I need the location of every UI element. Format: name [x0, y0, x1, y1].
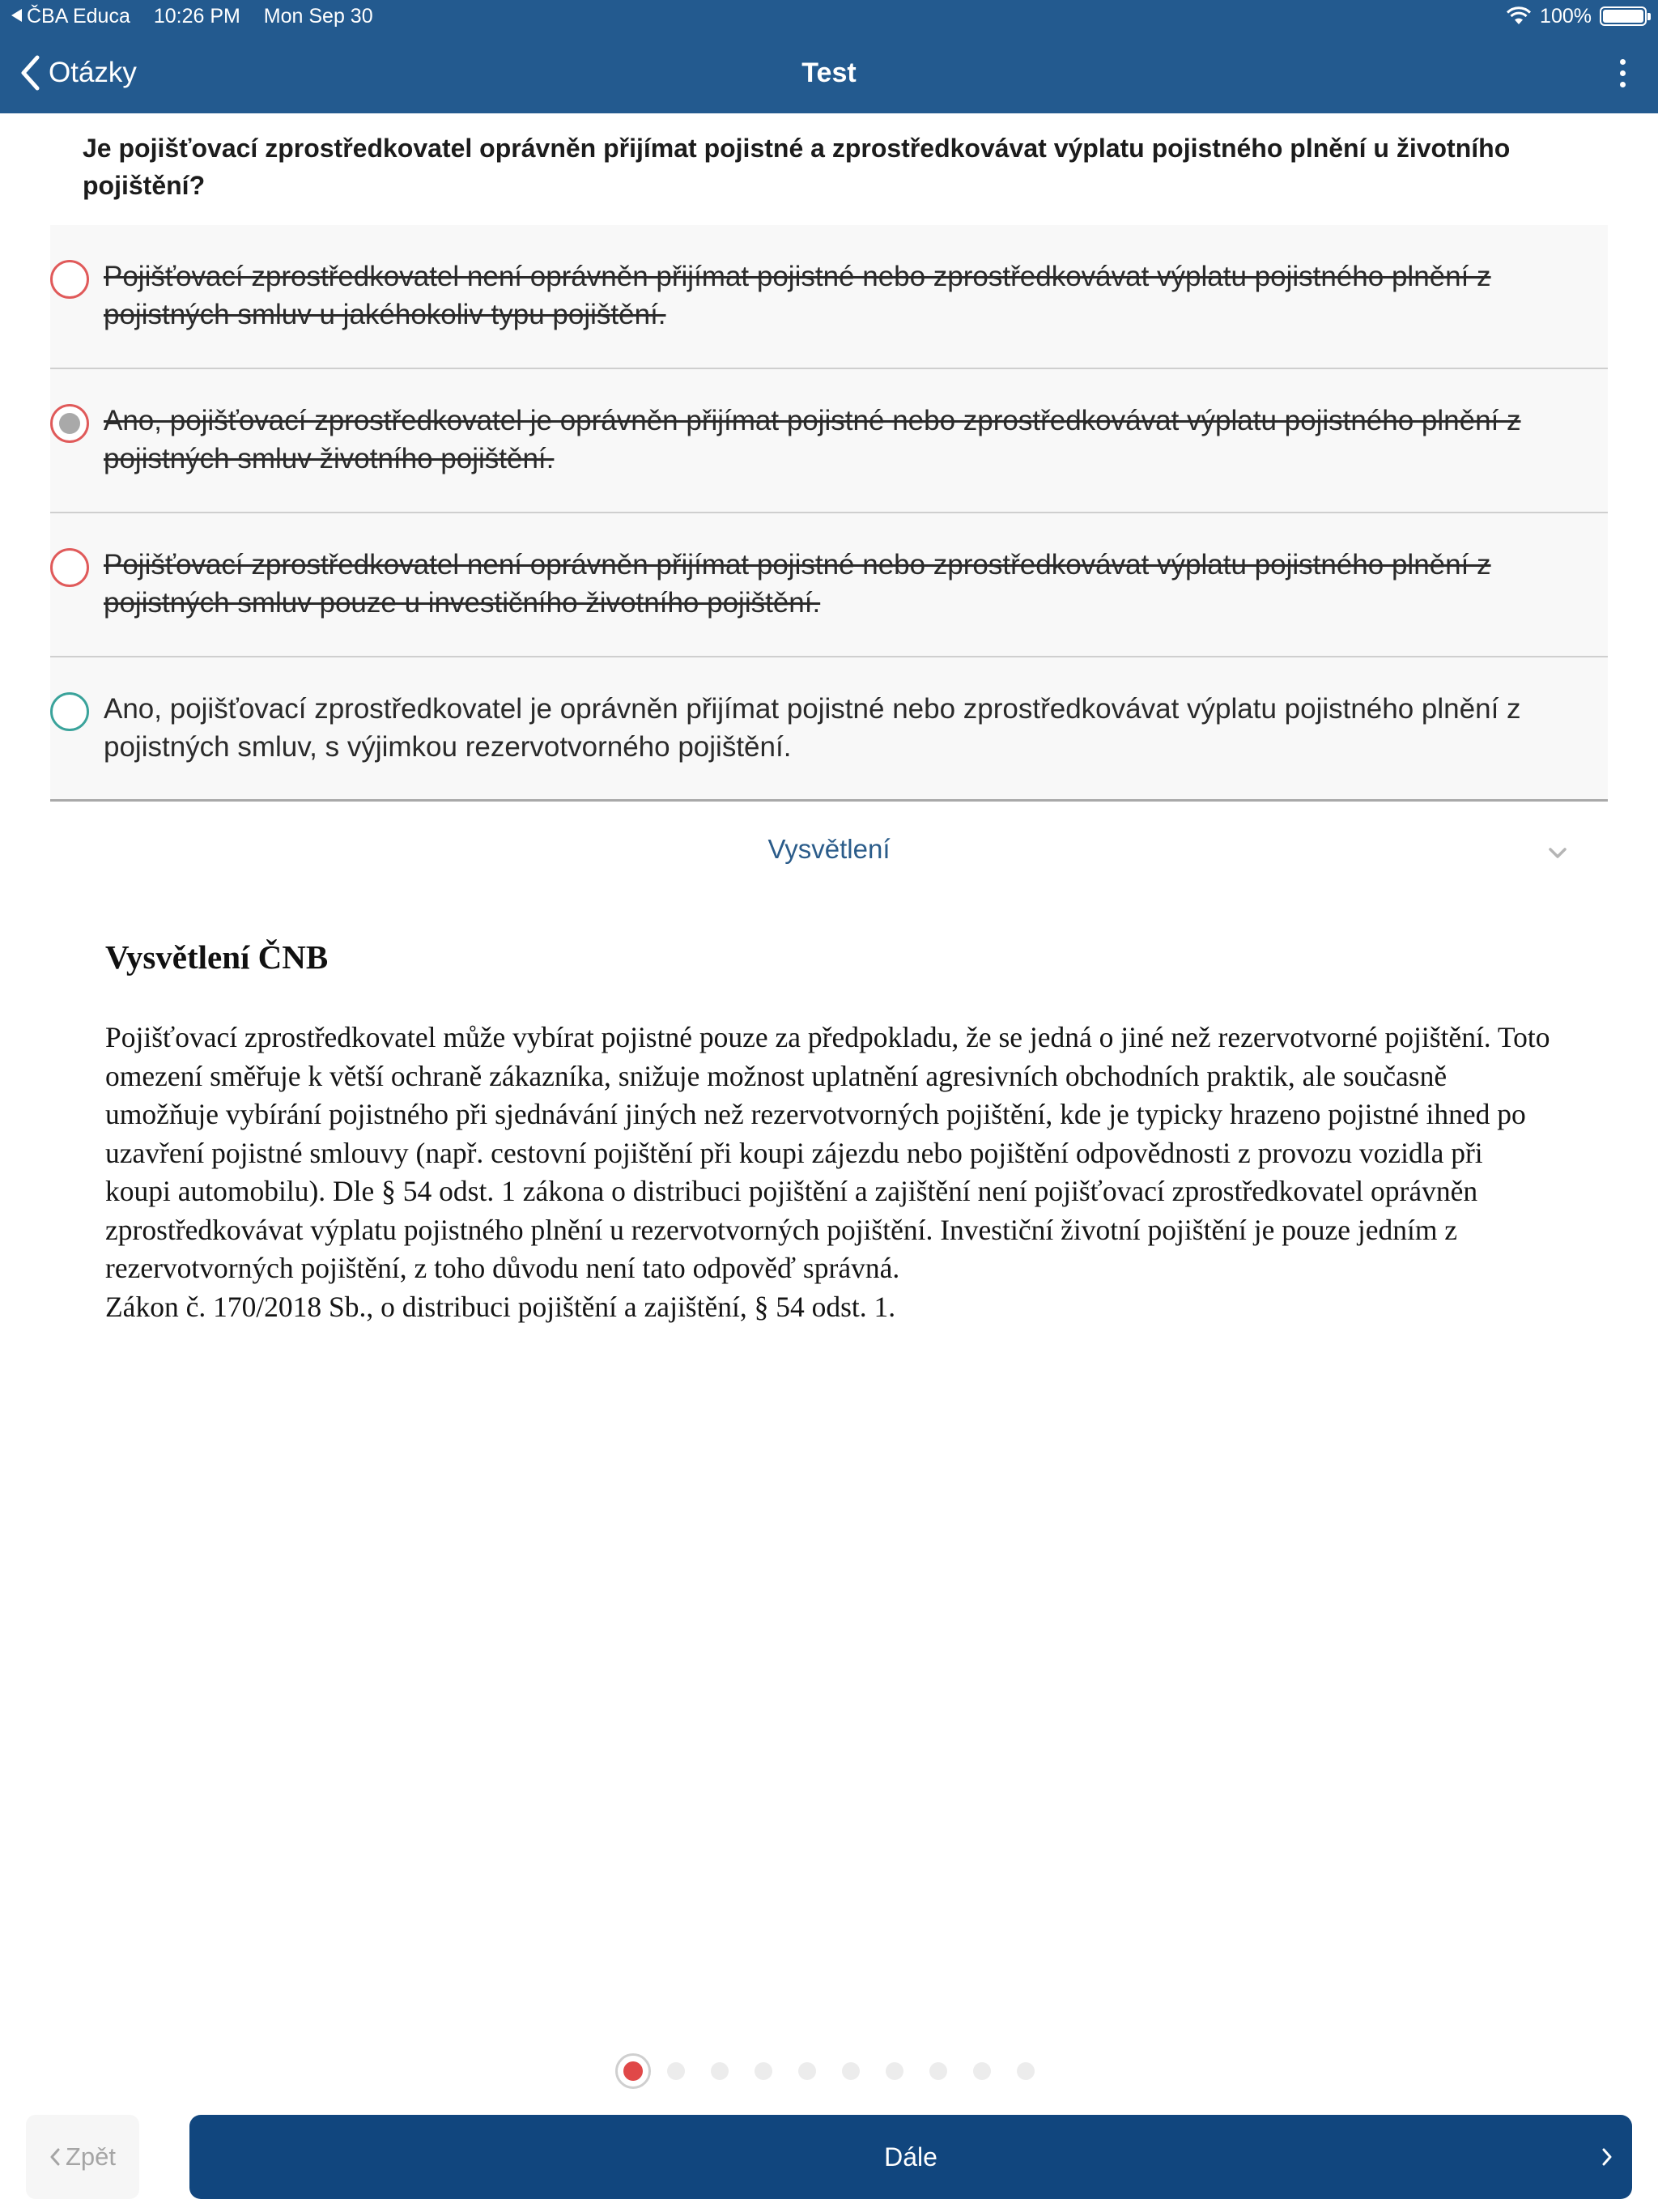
answer-text: Pojišťovací zprostředkovatel není oprávněn přijímat pojistné nebo zprostředkovávat výplatu pojistného plnění z pojistných smluv pouze u investičního životního pojištění.: [104, 549, 1491, 619]
back-button-label: Zpět: [65, 2142, 117, 2171]
pager-dot[interactable]: [1017, 2062, 1035, 2080]
status-time: 10:26 PM: [153, 5, 240, 28]
pager-dot[interactable]: [798, 2062, 816, 2080]
explanation-toggle-label: Vysvětlení: [767, 834, 891, 864]
radio-selected-icon: [50, 404, 89, 443]
pager-dot[interactable]: [667, 2062, 685, 2080]
chevron-left-icon: [49, 2147, 61, 2167]
pager-dot[interactable]: [755, 2062, 772, 2080]
answer-text: Ano, pojišťovací zprostředkovatel je oprávněn přijímat pojistné nebo zprostředkovávat výplatu pojistného plnění z pojistných smluv životního pojištění.: [104, 405, 1521, 474]
page-title: Test: [801, 57, 857, 88]
explanation-title: Vysvětlení ČNB: [105, 938, 329, 976]
pager-dot[interactable]: [929, 2062, 947, 2080]
back-to-app-link[interactable]: [11, 5, 130, 28]
answer-option-4[interactable]: [50, 657, 1608, 802]
status-bar: [0, 0, 1658, 32]
explanation-toggle[interactable]: [50, 826, 1608, 886]
explanation-paragraph: Pojišťovací zprostředkovatel může vybírat pojistné pouze za předpokladu, že se jedná o jiné než rezervotvorné pojištění. Toto omezení směřuje k větší ochraně zákazníka, snižuje možnost uplatnění agresivních obchodních praktik, ale současně umožňuje vybírání pojistného při sjednávání jiných než rezervotvorných pojištění, kde je typicky hrazeno pojistné ihned po uzavření pojistné smlouvy (např. cestovní pojištění při koupi zájezdu nebo pojištění odpovědnosti z provozu vozidla při koupi automobilu). Dle § 54 odst. 1 zákona o distribuci pojištění a zajištění není pojišťovací zprostředkovatel oprávněn zprostředkovávat výplatu pojistného plnění u rezervotvorných pojištění. Investiční životní pojištění je pouze jedním z rezervotvorných pojištění, z toho důvodu není tato odpověď správná.: [105, 1021, 1550, 1284]
next-button-label: Dále: [884, 2142, 937, 2172]
pager-dot[interactable]: [842, 2062, 860, 2080]
back-app-label: ČBA Educa: [27, 5, 130, 28]
top-bar: [0, 0, 1658, 113]
nav-bar: [0, 32, 1658, 113]
pager-dot-active[interactable]: [615, 2053, 651, 2089]
back-button[interactable]: [26, 2115, 139, 2199]
chevron-down-icon: [1548, 847, 1567, 860]
answer-list: [50, 225, 1608, 802]
explanation-body: [105, 1019, 1554, 1326]
nav-back-button[interactable]: [19, 50, 137, 96]
radio-wrong-icon: [50, 260, 89, 299]
radio-correct-icon: [50, 692, 89, 731]
status-left: [11, 0, 391, 32]
status-date: Mon Sep 30: [263, 5, 373, 28]
next-button[interactable]: [189, 2115, 1632, 2199]
pager-dot[interactable]: [973, 2062, 991, 2080]
nav-back-label: Otázky: [49, 57, 137, 88]
pager-dot[interactable]: [711, 2062, 729, 2080]
battery-percent: 100%: [1540, 5, 1592, 28]
back-triangle-icon: [11, 9, 22, 22]
battery-icon: [1600, 6, 1647, 26]
radio-wrong-icon: [50, 548, 89, 587]
answer-option-2[interactable]: [50, 369, 1608, 513]
question-text: Je pojišťovací zprostředkovatel oprávněn přijímat pojistné a zprostředkovávat výplatu pojistného plnění u životního pojištění?: [83, 134, 1511, 200]
wifi-icon: [1506, 6, 1532, 26]
answer-option-3[interactable]: [50, 513, 1608, 657]
chevron-left-icon: [19, 55, 40, 91]
pager-dot[interactable]: [886, 2062, 903, 2080]
explanation-citation: Zákon č. 170/2018 Sb., o distribuci pojištění a zajištění, § 54 odst. 1.: [105, 1290, 896, 1323]
answer-text: Pojišťovací zprostředkovatel není oprávněn přijímat pojistné nebo zprostředkovávat výplatu pojistného plnění z pojistných smluv u jakéhokoliv typu pojištění.: [104, 261, 1491, 330]
more-vertical-icon: [1620, 59, 1626, 65]
chevron-right-icon: [1601, 2147, 1613, 2167]
more-options-button[interactable]: [1603, 53, 1642, 92]
status-right: [1506, 0, 1647, 32]
page-indicator: [615, 2052, 1061, 2091]
answer-text: Ano, pojišťovací zprostředkovatel je oprávněn přijímat pojistné nebo zprostředkovávat výplatu pojistného plnění z pojistných smluv, s výjimkou rezervotvorného pojištění.: [104, 693, 1521, 763]
answer-option-1[interactable]: [50, 225, 1608, 369]
